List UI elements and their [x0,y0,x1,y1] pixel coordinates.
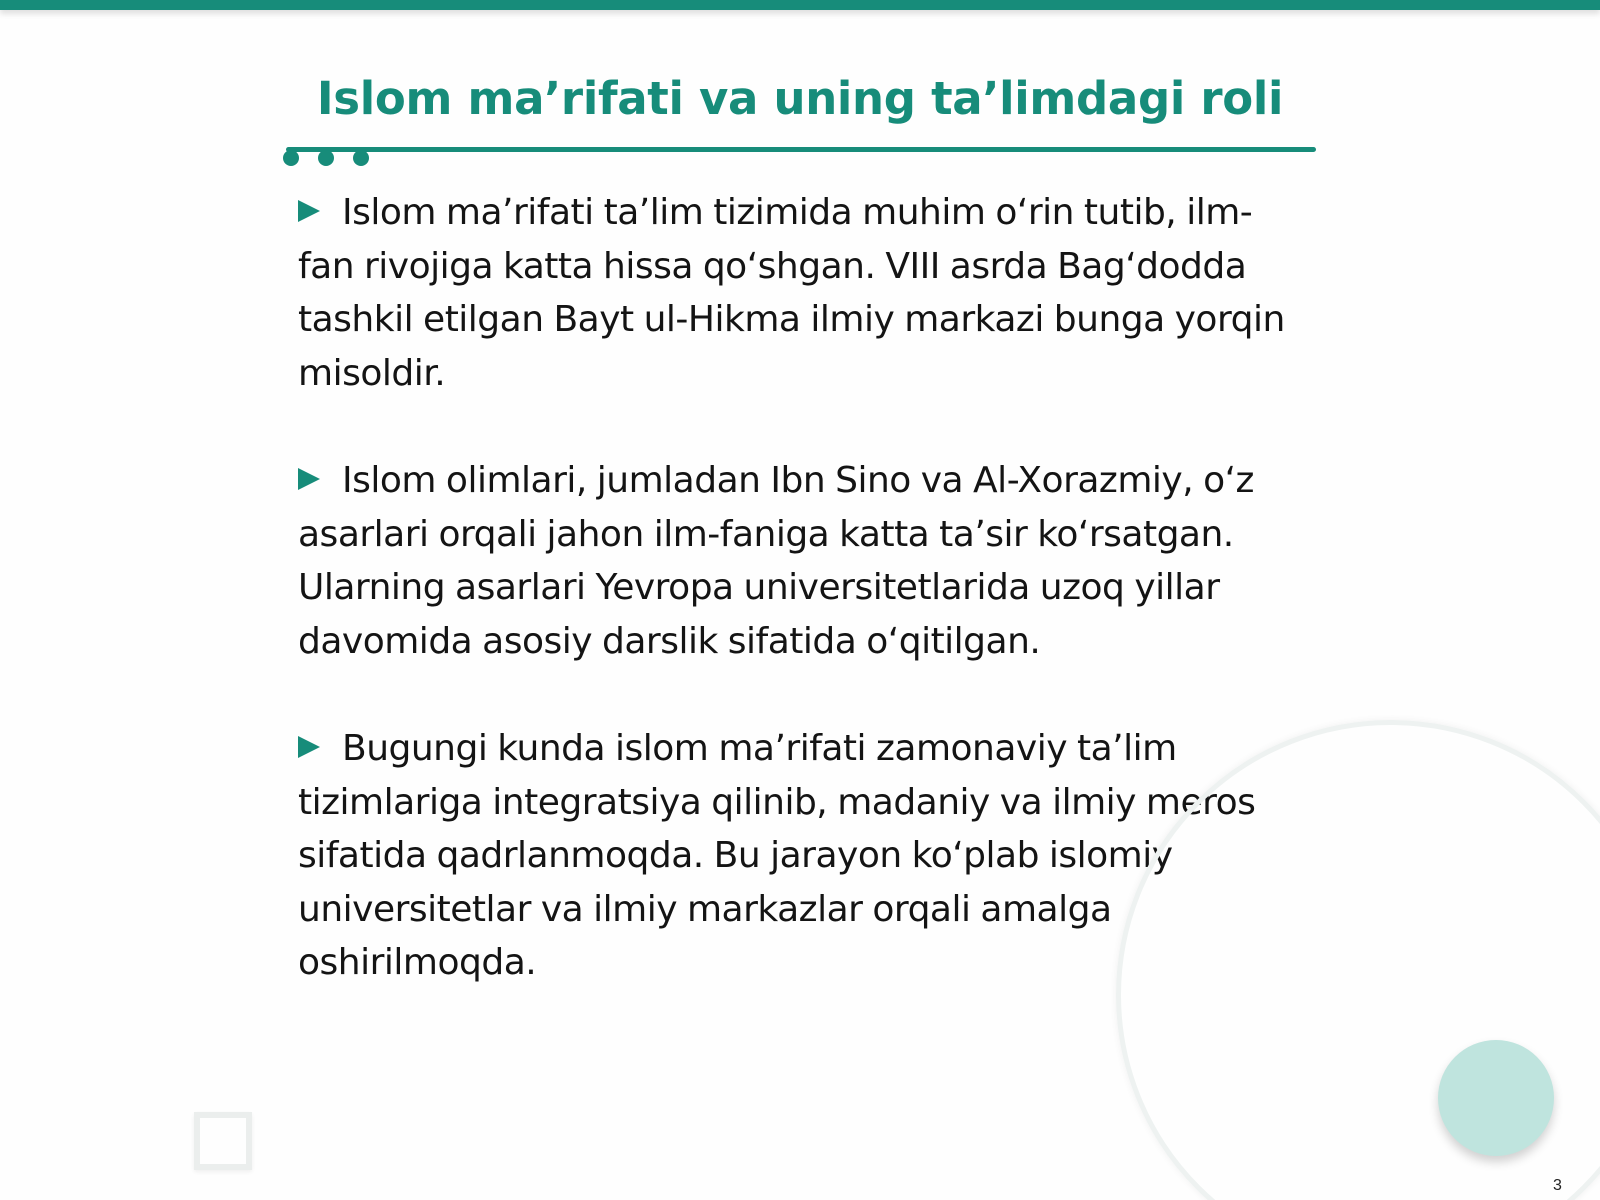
triangle-right-icon [298,200,320,222]
bullet-text: Islom olimlari, jumladan Ibn Sino va Al-Xorazmiy, o‘z asarlari orqali jahon ilm-faniga katta ta’sir ko‘rsatgan. Ularning asarlari Yevropa universitetlarida uzoq yillar davomida asosiy darslik sifatida o‘qitilgan. [298,460,1254,662]
title-dot [318,150,334,166]
bullet-paragraph [298,454,1308,668]
decorative-circle [1438,1040,1554,1156]
triangle-right-icon [298,468,320,490]
triangle-right-icon [298,736,320,758]
page-number: 3 [1553,1177,1562,1194]
title-dot [353,150,369,166]
slide-title: Islom ma’rifati va uning ta’limdagi roli [316,72,1284,125]
top-accent-bar [0,0,1600,10]
title-dot [283,150,299,166]
decorative-square [194,1112,252,1170]
title-underline [286,147,1316,152]
bullet-text: Islom ma’rifati ta’lim tizimida muhim o‘rin tutib, ilm-fan rivojiga katta hissa qo‘shgan. VIII asrda Bag‘dodda tashkil etilgan Bayt ul-Hikma ilmiy markazi bunga yorqin misoldir. [298,192,1285,394]
bullet-text: Bugungi kunda islom ma’rifati zamonaviy ta’lim tizimlariga integratsiya qilinib, madaniy va ilmiy meros sifatida qadrlanmoqda. Bu jarayon ko‘plab islomiy universitetlar va ilmiy markazlar orqali amalga oshirilmoqda. [298,728,1256,983]
bullet-paragraph [298,186,1308,400]
